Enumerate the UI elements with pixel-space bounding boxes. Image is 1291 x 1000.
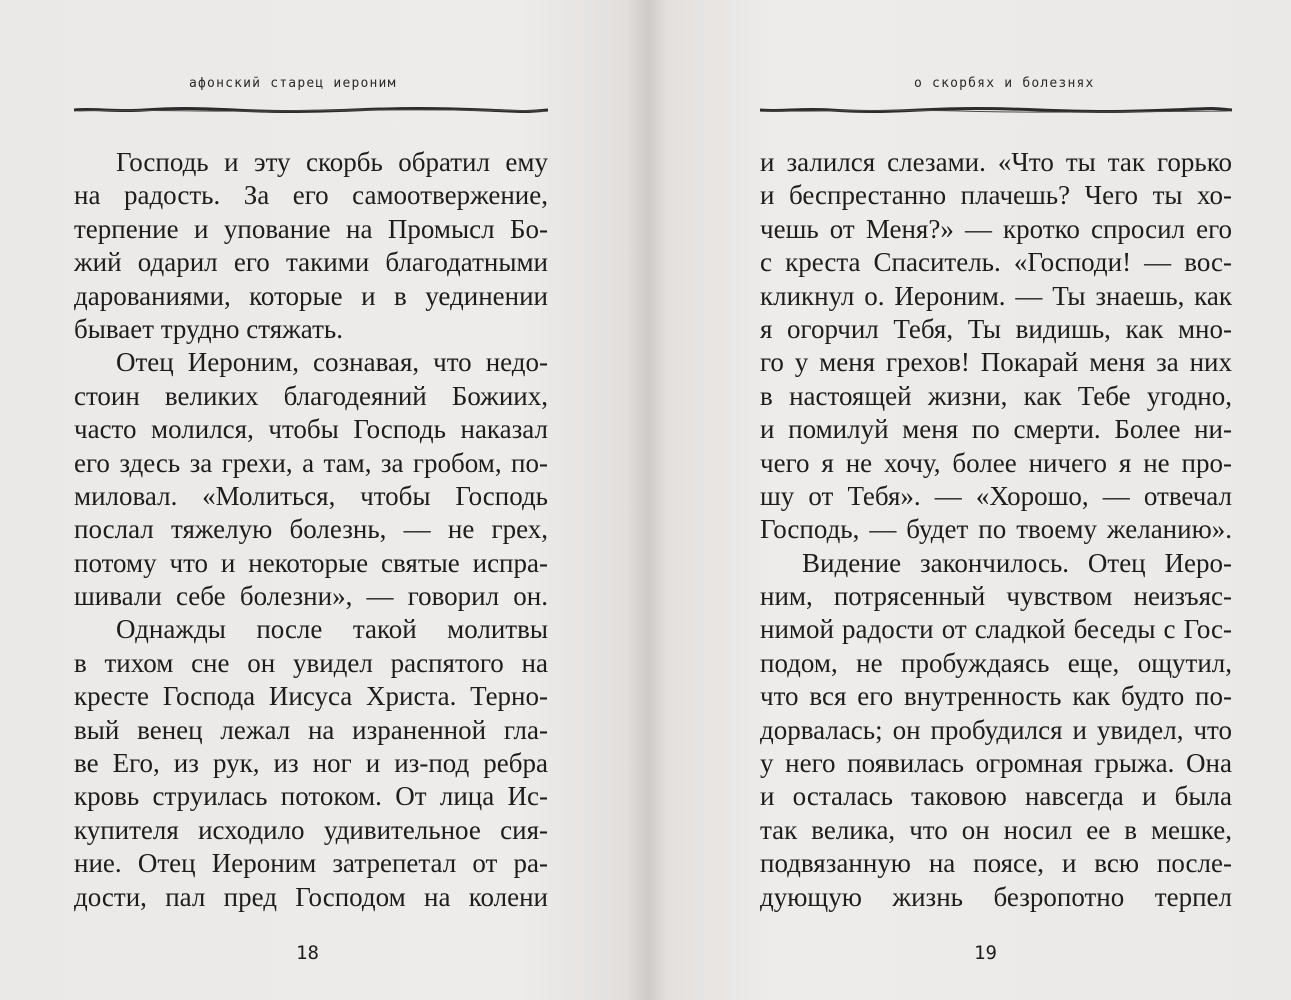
text-line: что вся его внутренность как будто по- — [760, 681, 1232, 712]
text-line: так велика, что он носил ее в мешке, — [760, 814, 1232, 845]
text-line: у него появилась огромная грыжа. Она — [760, 748, 1232, 779]
body-text-right — [760, 146, 1232, 914]
text-line: купителя исходило удивительное сия- — [74, 814, 548, 845]
text-line: ние. Отец Иероним затрепетал от ра- — [74, 848, 548, 879]
text-line: подом, не пробуждаясь еще, ощутил, — [760, 647, 1232, 678]
text-line: его здесь за грехи, а там, за гробом, по- — [74, 447, 548, 478]
text-line: Господь, — будет по твоему желанию». — [760, 514, 1232, 545]
text-line: кресте Господа Иисуса Христа. Терно- — [74, 681, 548, 712]
running-head-left: афонский старец иероним — [189, 76, 397, 91]
text-line: шу от Тебя». — «Хорошо, — отвечал — [760, 480, 1232, 511]
text-line: бывает трудно стяжать. — [74, 313, 343, 344]
text-line: на радость. За его самоотвержение, — [74, 180, 548, 211]
text-line: кровь струилась потоком. От лица Ис- — [74, 781, 548, 812]
page-number-left: 18 — [296, 942, 319, 964]
text-line: дости, пал пред Господом на колени — [74, 881, 548, 912]
text-line: вый венец лежал на израненной гла- — [74, 714, 548, 745]
text-line: чешь от Меня?» — кротко спросил его — [760, 213, 1232, 244]
right-page — [646, 0, 1291, 1000]
text-line: и залился слезами. «Что ты так горько — [760, 147, 1232, 177]
text-line: Видение закончилось. Отец Иеро- — [802, 547, 1232, 578]
text-line: го у меня грехов! Покарай меня за них — [760, 347, 1232, 378]
text-line: Господь и эту скорбь обратил ему — [116, 147, 548, 177]
text-line: шивали себе болезни», — говорил он. — [74, 581, 548, 612]
text-line: миловал. «Молиться, чтобы Господь — [74, 480, 548, 511]
text-line: послал тяжелую болезнь, — не грех, — [74, 514, 548, 545]
page-number-right: 19 — [974, 942, 997, 964]
left-page — [0, 0, 645, 1000]
text-line: стоин великих благодеяний Божиих, — [74, 380, 548, 411]
text-line: и беспрестанно плачешь? Чего ты хо- — [760, 180, 1232, 211]
text-line: и помилуй меня по смерти. Более ни- — [760, 414, 1232, 445]
text-line: Однажды после такой молитвы — [116, 614, 548, 645]
text-line: ве Его, из рук, из ног и из-под ребра — [74, 748, 548, 779]
text-line: в тихом сне он увидел распятого на — [74, 647, 548, 678]
running-head-right: о скорбях и болезнях — [914, 76, 1095, 91]
text-line: ним, потрясенный чувством неизъяс- — [760, 581, 1232, 612]
decorative-rule-right — [760, 107, 1232, 113]
body-text-left — [74, 146, 548, 914]
text-line: дорвалась; он пробудился и увидел, что — [760, 714, 1232, 745]
text-line: и осталась таковою навсегда и была — [760, 781, 1232, 812]
text-line: чего я не хочу, более ничего я не про- — [760, 447, 1232, 478]
text-line: дующую жизнь безропотно терпел — [760, 881, 1232, 912]
text-line: потому что и некоторые святые испра- — [74, 547, 548, 578]
text-line: в настоящей жизни, как Тебе угодно, — [760, 380, 1232, 411]
text-line: часто молился, чтобы Господь наказал — [74, 414, 548, 445]
text-line: терпение и упование на Промысл Бо- — [74, 213, 548, 244]
text-line: жий одарил его такими благодатными — [74, 247, 548, 278]
text-line: Отец Иероним, сознавая, что недо- — [116, 347, 548, 378]
text-line: подвязанную на поясе, и всю после- — [760, 848, 1232, 879]
text-line: с креста Спаситель. «Господи! — вос- — [760, 247, 1232, 278]
text-line: нимой радости от сладкой беседы с Гос- — [760, 614, 1232, 645]
text-line: дарованиями, которые и в уединении — [74, 280, 548, 311]
text-line: кликнул о. Иероним. — Ты знаешь, как — [760, 280, 1232, 311]
decorative-rule-left — [74, 107, 548, 113]
text-line: я огорчил Тебя, Ты видишь, как мно- — [760, 313, 1232, 344]
